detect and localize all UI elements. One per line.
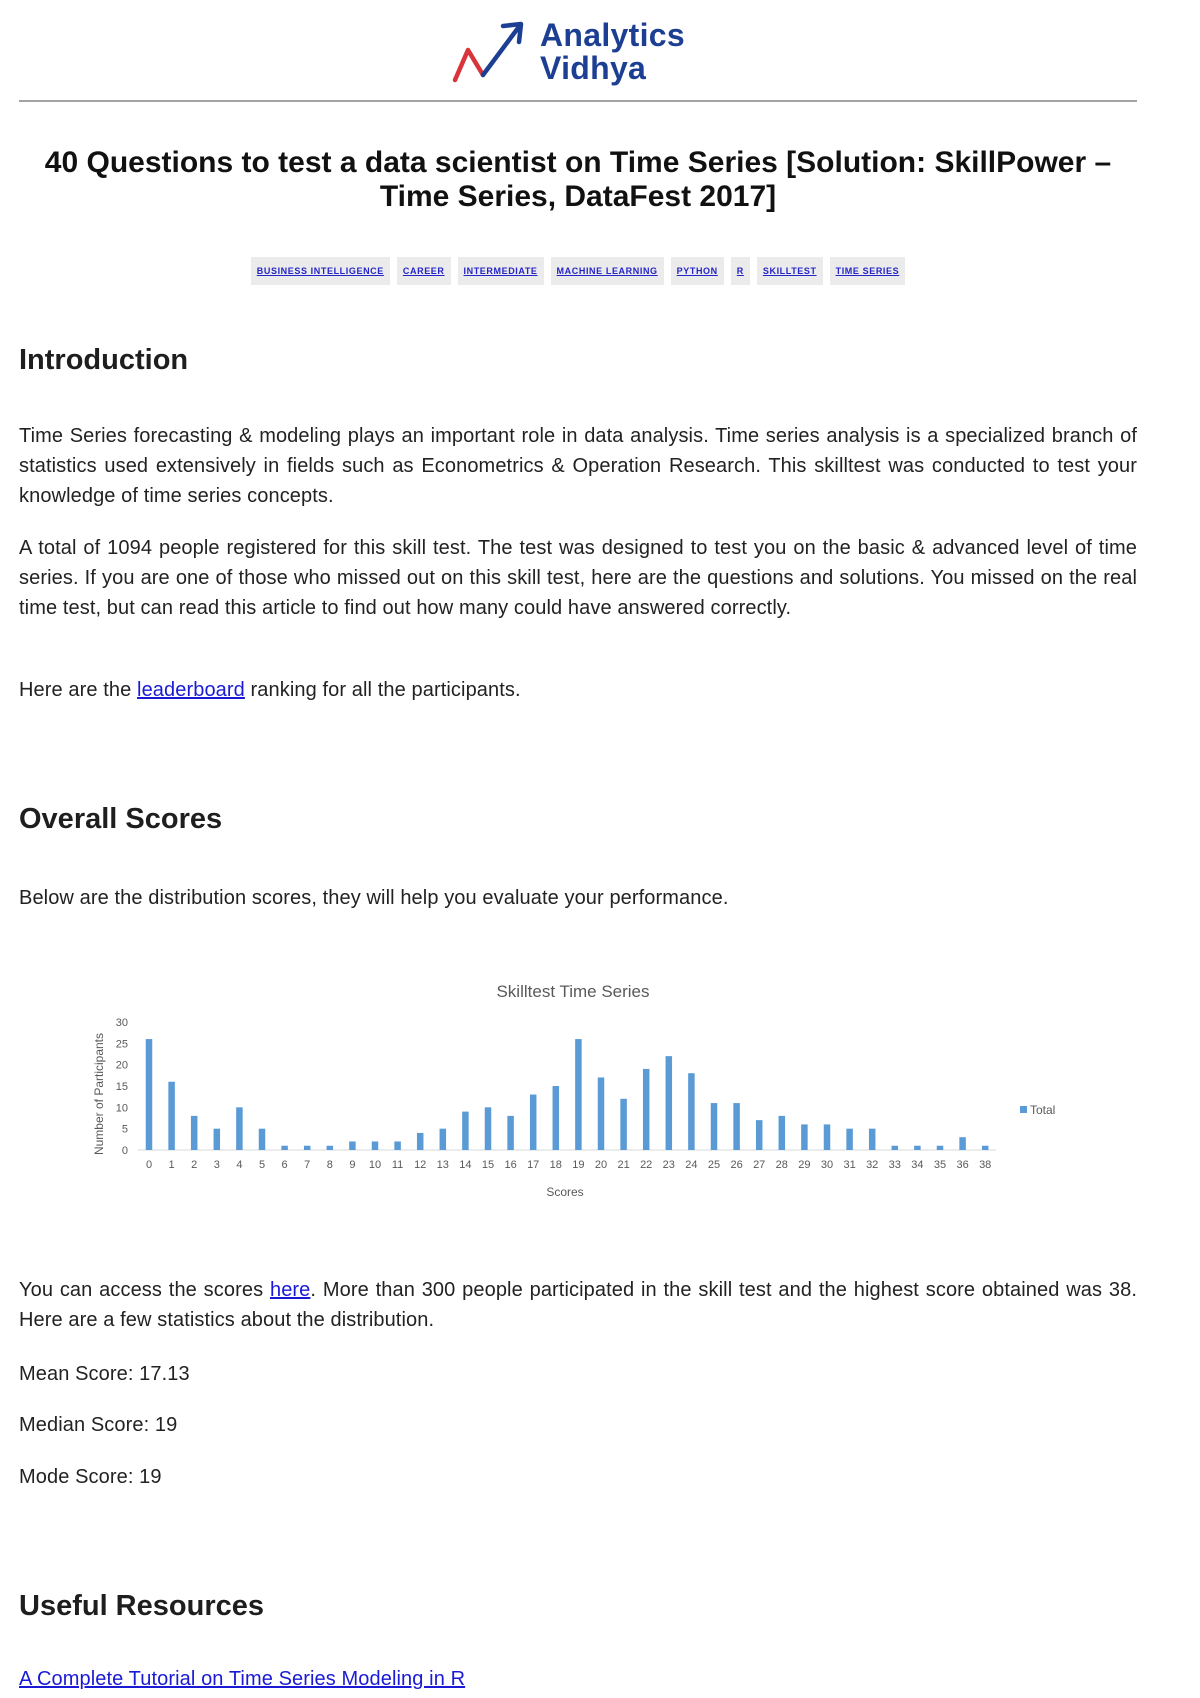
bar <box>462 1112 469 1150</box>
bar <box>440 1129 447 1150</box>
article-title: 40 Questions to test a data scientist on Time Series [Solution: SkillPower – Time Series, DataFest 2017] <box>44 146 1112 213</box>
legend-label: Total <box>1030 1103 1056 1117</box>
bar <box>756 1120 763 1150</box>
scores-access-text-before: You can access the scores <box>19 1279 270 1301</box>
chart-title: Skilltest Time Series <box>496 982 650 1001</box>
bar <box>575 1039 582 1150</box>
bar <box>394 1141 401 1150</box>
x-tick-label: 9 <box>349 1159 356 1171</box>
scores-here-link[interactable]: here <box>269 1279 311 1301</box>
legend-swatch <box>1020 1106 1027 1113</box>
bar <box>507 1116 513 1150</box>
bar <box>146 1039 153 1150</box>
x-tick-label: 4 <box>236 1159 243 1171</box>
overall-scores-heading: Overall Scores <box>19 803 223 835</box>
bar <box>259 1129 266 1150</box>
y-tick-label: 30 <box>115 1017 128 1029</box>
bar <box>598 1077 605 1150</box>
x-tick-label: 18 <box>549 1159 562 1171</box>
x-tick-label: 3 <box>213 1159 220 1171</box>
introduction-paragraph-1: Time Series forecasting & modeling plays an important role in data analysis. Time series analysis is a specialized branch of statistics used extensively in fields such as Econometrics & Operation Research. This skilltest was conducted to test your knowledge of time series concepts. <box>19 425 1137 507</box>
x-tick-label: 28 <box>775 1159 788 1171</box>
tag-time-series[interactable]: TIME SERIES <box>830 257 906 285</box>
leaderboard-link[interactable]: leaderboard <box>137 679 245 701</box>
x-tick-label: 26 <box>730 1159 743 1171</box>
logo-line-1: Analytics <box>540 17 685 53</box>
bar <box>553 1086 560 1150</box>
scores-access-text-after: . More than 300 people participated in the skill test and the highest score obtained was 38. Here are a few statistics about the distribution. <box>19 1279 1137 1331</box>
x-tick-label: 0 <box>145 1159 153 1171</box>
x-tick-label: 2 <box>191 1159 198 1171</box>
x-tick-label: 5 <box>258 1159 266 1171</box>
x-tick-label: 6 <box>281 1159 288 1171</box>
bar <box>168 1082 175 1150</box>
x-tick-label: 30 <box>820 1159 834 1171</box>
x-tick-label: 21 <box>617 1159 630 1171</box>
x-tick-label: 24 <box>685 1159 698 1171</box>
bar <box>959 1137 966 1150</box>
x-tick-label: 1 <box>168 1159 175 1171</box>
time-series-tutorial-link[interactable]: A Complete Tutorial on Time Series Modeling in R <box>19 1668 466 1690</box>
useful-resources-heading: Useful Resources <box>19 1590 264 1622</box>
tag-skilltest[interactable]: SKILLTEST <box>757 257 823 285</box>
x-tick-label: 11 <box>391 1159 404 1171</box>
bar <box>417 1133 424 1150</box>
y-tick-label: 25 <box>115 1038 128 1051</box>
resource-list-item <box>19 1664 1137 1694</box>
bar <box>214 1129 221 1150</box>
x-tick-label: 25 <box>707 1159 721 1171</box>
x-tick-label: 8 <box>326 1159 333 1171</box>
x-tick-label: 23 <box>662 1159 675 1171</box>
bar <box>643 1069 650 1150</box>
x-tick-label: 7 <box>304 1159 311 1171</box>
bar <box>327 1146 334 1150</box>
x-tick-label: 36 <box>956 1159 969 1171</box>
x-tick-label: 34 <box>911 1159 924 1171</box>
bar <box>304 1146 311 1150</box>
x-tick-label: 20 <box>594 1159 608 1171</box>
bar <box>801 1124 808 1150</box>
median-score: Median Score: 19 <box>19 1414 178 1436</box>
bar <box>846 1129 853 1150</box>
analytics-vidhya-logo-icon[interactable] <box>452 18 528 84</box>
bar <box>485 1107 492 1150</box>
bar <box>937 1146 944 1150</box>
bar <box>688 1073 695 1150</box>
leaderboard-paragraph <box>19 675 1137 705</box>
bar <box>236 1107 243 1150</box>
y-tick-label: 10 <box>115 1102 128 1115</box>
leaderboard-text-after: ranking for all the participants. <box>244 679 521 701</box>
leaderboard-text-before: Here are the <box>19 679 138 701</box>
x-tick-label: 19 <box>572 1159 585 1171</box>
x-tick-label: 14 <box>459 1159 472 1171</box>
bar <box>733 1103 740 1150</box>
x-tick-label: 10 <box>368 1159 382 1171</box>
x-tick-label: 12 <box>414 1159 427 1171</box>
x-tick-label: 27 <box>753 1159 766 1171</box>
bar <box>892 1146 899 1150</box>
bar <box>914 1146 921 1150</box>
chart-y-axis-label: Number of Participants <box>92 1032 106 1156</box>
bar <box>982 1146 989 1150</box>
x-tick-label: 16 <box>504 1159 517 1171</box>
bar <box>824 1124 831 1150</box>
chart-x-axis-label: Scores <box>546 1185 584 1199</box>
x-tick-label: 31 <box>843 1159 856 1171</box>
bar <box>620 1099 627 1150</box>
introduction-heading: Introduction <box>19 344 189 376</box>
bar <box>191 1116 198 1150</box>
x-tick-label: 29 <box>798 1159 811 1171</box>
introduction-paragraph-2: A total of 1094 people registered for this skill test. The test was designed to test you on the basic & advanced level of time series. If you are one of those who missed out on this skill test, here are the questions and solutions. You missed on the real time test, but can read this article to find out how many could have answered correctly. <box>19 537 1137 619</box>
tag-intermediate[interactable]: INTERMEDIATE <box>458 257 544 285</box>
bar <box>711 1103 718 1150</box>
x-tick-label: 22 <box>640 1159 653 1171</box>
bar <box>666 1056 673 1150</box>
y-tick-label: 20 <box>115 1059 128 1072</box>
bar <box>869 1129 876 1150</box>
x-tick-label: 15 <box>481 1159 495 1171</box>
logo-line-2: Vidhya <box>540 50 647 86</box>
bar <box>779 1116 786 1150</box>
tag-python[interactable]: PYTHON <box>671 257 724 285</box>
header-divider <box>19 100 1137 102</box>
x-tick-label: 32 <box>866 1159 879 1171</box>
y-tick-label: 15 <box>115 1081 128 1093</box>
tag-machine-learning[interactable]: MACHINE LEARNING <box>551 257 664 285</box>
tag-list <box>19 257 1137 285</box>
mode-score: Mode Score: 19 <box>19 1466 162 1488</box>
mean-score: Mean Score: 17.13 <box>19 1363 190 1385</box>
distribution-intro: Below are the distribution scores, they will help you evaluate your performance. <box>19 887 729 909</box>
bar <box>530 1095 537 1150</box>
logo-wordmark[interactable] <box>540 19 685 85</box>
x-tick-label: 17 <box>527 1159 540 1171</box>
tag-career[interactable]: CAREER <box>397 257 451 285</box>
x-tick-label: 33 <box>888 1159 901 1171</box>
x-tick-label: 13 <box>436 1159 449 1171</box>
bar <box>281 1146 288 1150</box>
score-distribution-chart <box>0 960 1200 1210</box>
tag-business-intelligence[interactable]: BUSINESS INTELLIGENCE <box>251 257 390 285</box>
y-tick-label: 0 <box>121 1145 128 1157</box>
bar <box>372 1141 379 1150</box>
bar <box>349 1141 356 1150</box>
x-tick-label: 38 <box>979 1159 992 1171</box>
tag-r[interactable]: R <box>731 257 750 285</box>
y-tick-label: 5 <box>121 1123 128 1136</box>
x-tick-label: 35 <box>933 1159 947 1171</box>
scores-access-paragraph <box>19 1275 1137 1335</box>
